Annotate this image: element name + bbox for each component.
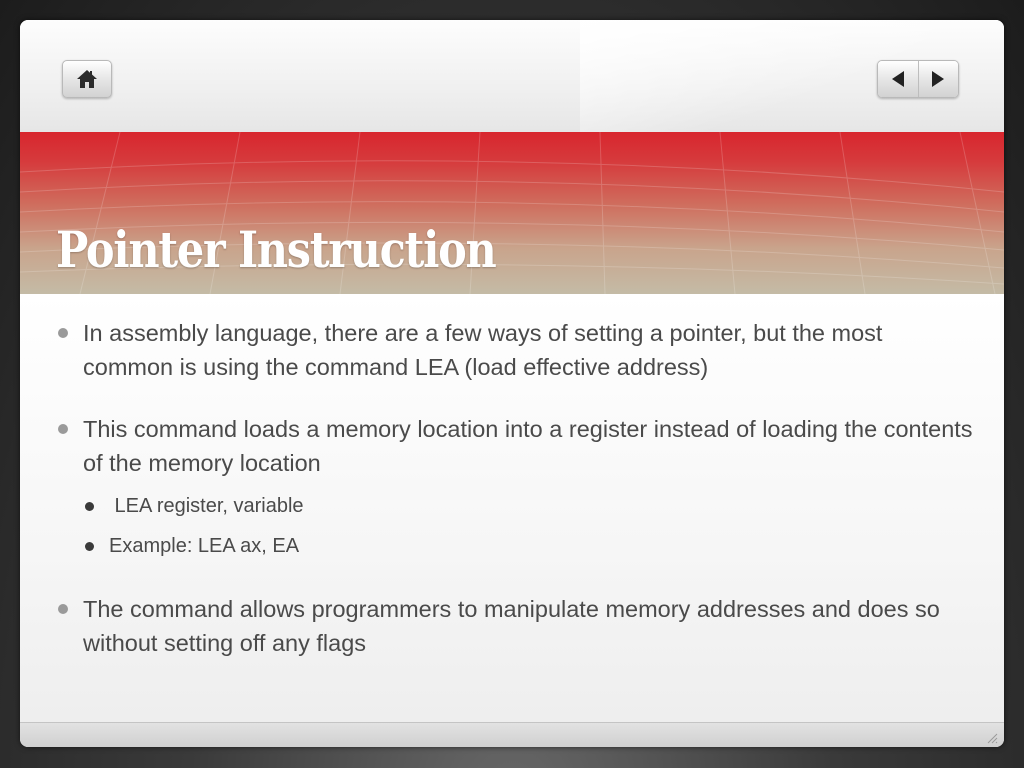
slide-title: Pointer Instruction [56,220,496,279]
bullet-item [56,412,976,566]
bullet-list [56,316,976,660]
bullet-dot-icon [58,424,68,434]
slide-toolbar [20,20,1004,132]
slide-footer [20,722,1004,747]
bullet-dot-icon [58,604,68,614]
sub-bullet-item [83,526,976,566]
slide [20,20,1004,747]
previous-slide-button[interactable] [878,61,918,97]
home-icon [76,69,98,89]
bullet-text: In assembly language, there are a few ways of setting a pointer, but the most common is using the command LEA (load effective address) [83,320,883,380]
bullet-item [56,316,976,384]
slide-navigation [877,60,959,98]
sub-bullet-text: LEA register, variable [109,495,304,517]
bullet-text: The command allows programmers to manipulate memory addresses and does so without setting off any flags [83,596,940,656]
bullet-dot-icon [58,328,68,338]
next-slide-button[interactable] [918,61,959,97]
sub-bullet-dot-icon [85,542,94,551]
bullet-text: This command loads a memory location into a register instead of loading the contents of the memory location [83,416,973,476]
bullet-item [56,592,976,660]
sub-bullet-dot-icon [85,502,94,511]
home-button[interactable] [62,60,112,98]
sub-bullet-list [83,486,976,566]
sub-bullet-text: Example: LEA ax, EA [109,535,300,557]
sub-bullet-item [83,486,976,526]
arrow-left-icon [890,70,906,88]
resize-grip-icon[interactable] [986,732,998,744]
slide-content [20,294,1004,722]
arrow-right-icon [930,70,946,88]
